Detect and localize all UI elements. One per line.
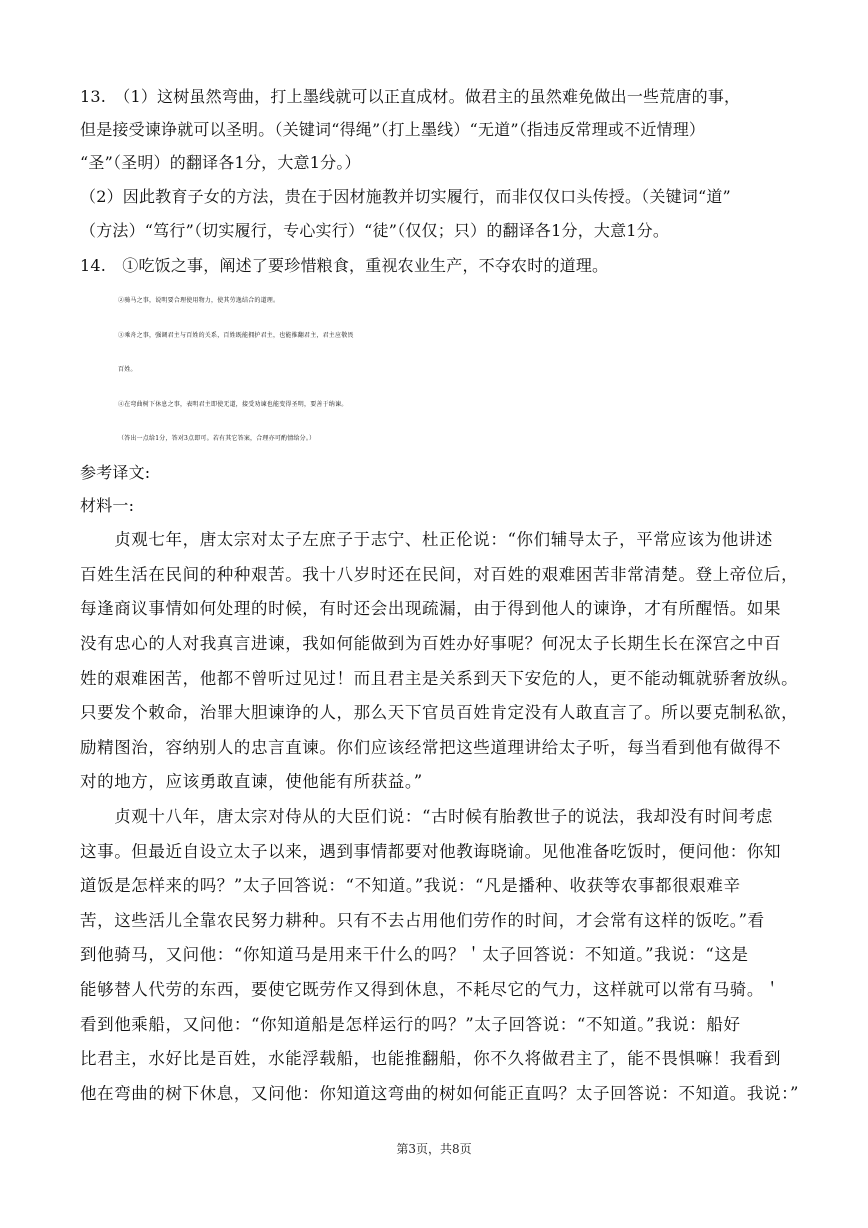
translation-para2-line: 能够替人代劳的东西，要使它既劳作又得到休息，不耗尽它的气力，这样就可以常有马骑。＇: [80, 980, 782, 999]
answer-14-line-3: ③乘舟之事，强调君主与百姓的关系，百姓既能拥护君主，也能推翻君主，君主应敬畏: [118, 332, 354, 339]
translation-para1-line: 没有忠心的人对我真言进谏，我如何能做到为百姓办好事呢？何况太子长期生长在深宫之中百: [80, 634, 782, 653]
answer-13-line-3: “圣”（圣明）的翻译各1分，大意1分。）: [80, 153, 361, 172]
answer-14-line-2: ②骑马之事，说明要合理使用物力，使其劳逸结合的道理。: [118, 297, 280, 304]
translation-para1-line: 励精图治，容纳别人的忠言直谏。你们应该经常把这些道理讲给太子听，每当看到他有做得不: [80, 738, 782, 757]
answer-13-line-2: 但是接受谏诤就可以圣明。（关键词“得绳”（打上墨线）“无道”（指违反常理或不近情理）: [80, 120, 706, 139]
answer-14-line-6: （答出一点给1分，答对3点即可。若有其它答案，合理亦可酌情给分。）: [118, 435, 316, 442]
answer-14-line-5: ④在弯曲树下休息之事，表明君主即使无道，接受劝谏也能变得圣明，要善于纳谏。: [118, 401, 348, 408]
translation-para2-line: 比君主，水好比是百姓，水能浮载船，也能推翻船，你不久将做君主了，能不畏惧嘛！我看到: [80, 1049, 782, 1068]
answer-13-line-5: （方法）“笃行”（切实履行，专心实行）“徒”（仅仅；只）的翻译各1分，大意1分。: [80, 221, 670, 240]
translation-para2-line: 苦，这些活儿全靠农民努力耕种。只有不去占用他们劳作的时间，才会常有这样的饭吃。”看: [80, 911, 765, 930]
answer-14-line-1: 14. ①吃饭之事，阐述了要珍惜粮食，重视农业生产，不夺农时的道理。: [80, 256, 609, 275]
translation-para2-line: 到他骑马，又问他：“你知道马是用来干什么的吗？＇太子回答说：不知道。”我说：“这是: [80, 945, 749, 964]
translation-para1-line: 百姓生活在民间的种种艰苦。我十八岁时还在民间，对百姓的艰难困苦非常清楚。登上帝位后，: [80, 565, 799, 584]
translation-para2-line: 贞观十八年，唐太宗对侍从的大臣们说：“古时候有胎教世子的说法，我却没有时间考虑: [80, 807, 774, 826]
translation-para2-line: 这事。但最近自设立太子以来，遇到事情都要对他教诲晓谕。见他准备吃饭时，便问他：你知: [80, 842, 782, 861]
page-number: 第3页，共8页: [396, 1142, 472, 1156]
translation-heading: 参考译文:: [80, 463, 151, 482]
translation-para1-line: 姓的艰难困苦，他都不曾听过见过！而且君主是关系到天下安危的人，更不能动辄就骄奢放纵。: [80, 669, 799, 688]
answer-14-line-4: 百姓。: [118, 366, 137, 373]
translation-para2-line: 他在弯曲的树下休息，又问他：你知道这弯曲的树如何能正直吗？太子回答说：不知道。我说：”: [80, 1084, 799, 1103]
answer-13-line-1: 13. （1）这树虽然弯曲，打上墨线就可以正直成材。做君主的虽然难免做出一些荒唐的事，: [80, 87, 741, 106]
translation-para1-line: 对的地方，应该勇敢直谏，使他能有所获益。”: [80, 772, 423, 791]
translation-para2-line: 看到他乘船，又问他：“你知道船是怎样运行的吗？”太子回答说：“不知道。”我说：船好: [80, 1015, 741, 1034]
translation-para1-line: 只要发个敕命，治罪大胆谏诤的人，那么天下官员百姓肯定没有人敢直言了。所以要克制私欲，: [80, 703, 799, 722]
translation-para1-line: 贞观七年，唐太宗对太子左庶子于志宁、杜正伦说：“你们辅导太子，平常应该为他讲述: [80, 530, 774, 549]
material-label: 材料一:: [80, 496, 135, 515]
answer-13-line-4: （2）因此教育子女的方法，贵在于因材施教并切实履行，而非仅仅口头传授。（关键词“道”: [80, 187, 731, 206]
translation-para2-line: 道饭是怎样来的吗？”太子回答说：“不知道。”我说：“凡是播种、收获等农事都很艰难辛: [80, 876, 741, 895]
translation-para1-line: 每逢商议事情如何处理的时候，有时还会出现疏漏，由于得到他人的谏诤，才有所醒悟。如果: [80, 599, 782, 618]
